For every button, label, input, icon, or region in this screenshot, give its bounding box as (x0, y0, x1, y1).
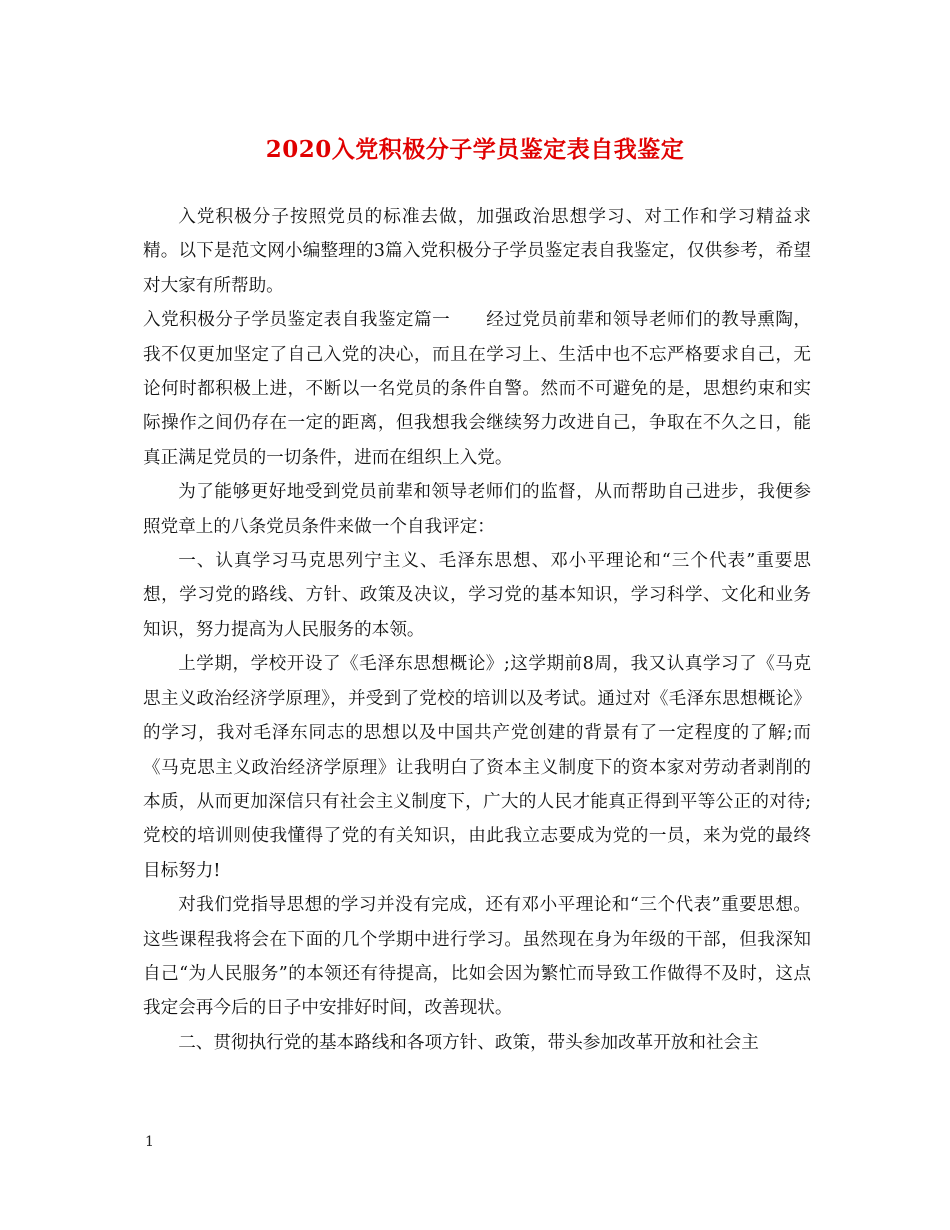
page-number: 1 (145, 1134, 154, 1150)
paragraph-section-one: 入党积极分子学员鉴定表自我鉴定篇一 经过党员前辈和领导老师们的教导熏陶，我不仅更加坚定了自己入党的决心，而且在学习上、生活中也不忘严格要求自己，无论何时都积极上进，不断以一名党员的条件自警。然而不可避免的是，思想约束和实际操作之间仍存在一定的距离，但我想我会继续努力改进自己，争取在不久之日，能真正满足党员的一切条件，进而在组织上入党。 (143, 310, 811, 468)
document-body (143, 200, 811, 1060)
document-title: 2020入党积极分子学员鉴定表自我鉴定 (265, 136, 685, 163)
paragraph-future-study: 对我们党指导思想的学习并没有完成，还有邓小平理论和“三个代表”重要思想。这些课程我将会在下面的几个学期中进行学习。虽然现在身为年级的干部，但我深知自己“为人民服务”的本领还有待提高，比如会因为繁忙而导致工作做得不及时，这点我定会再今后的日子中安排好时间，改善现状。 (143, 895, 811, 1019)
paragraph-point-two: 二、贯彻执行党的基本路线和各项方针、政策，带头参加改革开放和社会主 (178, 1032, 759, 1053)
paragraph-self-evaluation: 为了能够更好地受到党员前辈和领导老师们的监督，从而帮助自己进步，我便参照党章上的八条党员条件来做一个自我评定： (143, 482, 811, 537)
paragraph-intro: 入党积极分子按照党员的标准去做，加强政治思想学习、对工作和学习精益求精。以下是范文网小编整理的3篇入党积极分子学员鉴定表自我鉴定，仅供参考，希望对大家有所帮助。 (143, 207, 811, 296)
paragraph-study-record: 上学期，学校开设了《毛泽东思想概论》;这学期前8周，我又认真学习了《马克思主义政治经济学原理》，并受到了党校的培训以及考试。通过对《毛泽东思想概论》的学习，我对毛泽东同志的思想以及中国共产党创建的背景有了一定程度的了解;而《马克思主义政治经济学原理》让我明白了资本主义制度下的资本家对劳动者剥削的本质，从而更加深信只有社会主义制度下，广大的人民才能真正得到平等公正的对待;党校的培训则使我懂得了党的有关知识，由此我立志要成为党的一员，来为党的最终目标努力! (143, 654, 811, 881)
paragraph-point-one: 一、认真学习马克思列宁主义、毛泽东思想、邓小平理论和“三个代表”重要思想，学习党的路线、方针、政策及决议，学习党的基本知识，学习科学、文化和业务知识，努力提高为人民服务的本领。 (143, 551, 811, 640)
